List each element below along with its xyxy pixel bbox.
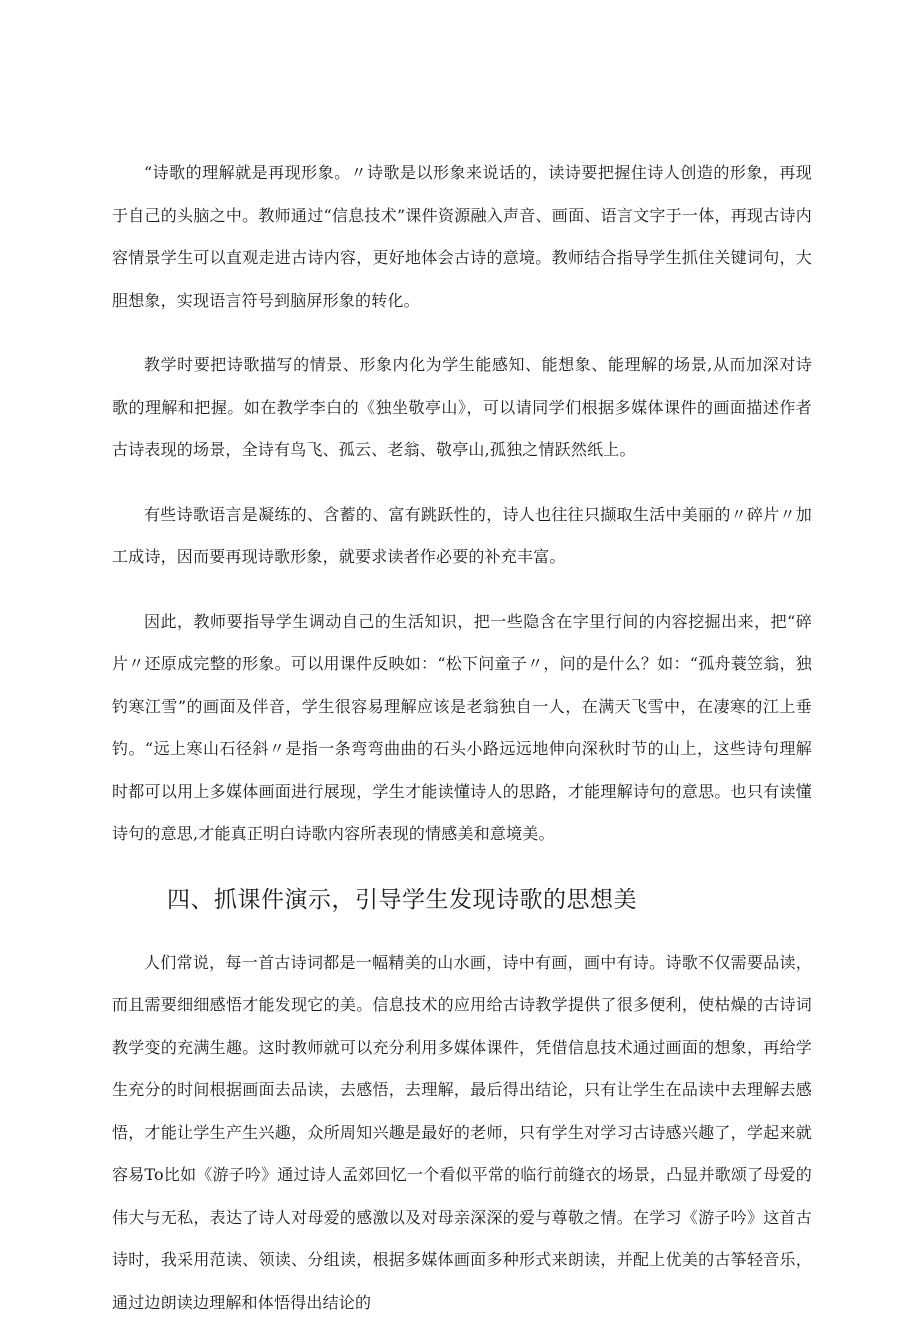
paragraph-gap bbox=[112, 579, 812, 601]
paragraph-5: 人们常说，每一首古诗词都是一幅精美的山水画，诗中有画，画中有诗。诗歌不仅需要品读，而且需要细细感悟才能发现它的美。信息技术的应用给古诗教学提供了很多便利，使枯燥的古诗词教学变的充满生趣。这时教师就可以充分利用多媒体课件，凭借信息技术通过画面的想象，再给学生充分的时间根据画面去品读，去感悟，去理解，最后得出结论，只有让学生在品读中去理解去感悟，才能让学生产生兴趣，众所周知兴趣是最好的老师，只有学生对学习古诗感兴趣了，学起来就容易To比如《游子吟》通过诗人孟郊回忆一个看似平常的临行前缝衣的场景，凸显并歌颂了母爱的伟大与无私，表达了诗人对母爱的感激以及对母亲深深的爱与尊敬之情。在学习《游子吟》这首古诗时，我采用范读、领读、分组读，根据多媒体画面多种形式来朗读，并配上优美的古筝轻音乐，通过边朗读边理解和体悟得出结论的 bbox=[112, 942, 812, 1324]
heading-gap bbox=[112, 922, 812, 942]
heading-gap bbox=[112, 856, 812, 878]
paragraph-gap bbox=[112, 322, 812, 344]
document-page bbox=[112, 152, 812, 1324]
paragraph-3: 有些诗歌语言是凝练的、含蓄的、富有跳跃性的，诗人也往往只撷取生活中美丽的〃碎片〃加工成诗，因而要再现诗歌形象，就要求读者作必要的补充丰富。 bbox=[112, 494, 812, 579]
paragraph-gap bbox=[112, 472, 812, 494]
paragraph-4: 因此，教师要指导学生调动自己的生活知识，把一些隐含在字里行间的内容挖掘出来，把“碎片〃还原成完整的形象。可以用课件反映如：“松下问童子〃，问的是什么？如：“孤舟蓑笠翁，独钓寒江雪”的画面及伴音，学生很容易理解应该是老翁独自一人，在满天飞雪中，在凄寒的江上垂钓。“远上寒山石径斜〃是指一条弯弯曲曲的石头小路远远地伸向深秋时节的山上，这些诗句理解时都可以用上多媒体画面进行展现，学生才能读懂诗人的思路，才能理解诗句的意思。也只有读懂诗句的意思,才能真正明白诗歌内容所表现的情感美和意境美。 bbox=[112, 601, 812, 856]
section-heading: 四、抓课件演示，引导学生发现诗歌的思想美 bbox=[112, 878, 812, 922]
paragraph-1: “诗歌的理解就是再现形象。〃诗歌是以形象来说话的，读诗要把握住诗人创造的形象，再现于自己的头脑之中。教师通过“信息技术”课件资源融入声音、画面、语言文字于一体，再现古诗内容情景学生可以直观走进古诗内容，更好地体会古诗的意境。教师结合指导学生抓住关键词句，大胆想象，实现语言符号到脑屏形象的转化。 bbox=[112, 152, 812, 322]
paragraph-2: 教学时要把诗歌描写的情景、形象内化为学生能感知、能想象、能理解的场景,从而加深对诗歌的理解和把握。如在教学李白的《独坐敬亭山》，可以请同学们根据多媒体课件的画面描述作者古诗表现的场景，全诗有鸟飞、孤云、老翁、敬亭山,孤独之情跃然纸上。 bbox=[112, 344, 812, 472]
